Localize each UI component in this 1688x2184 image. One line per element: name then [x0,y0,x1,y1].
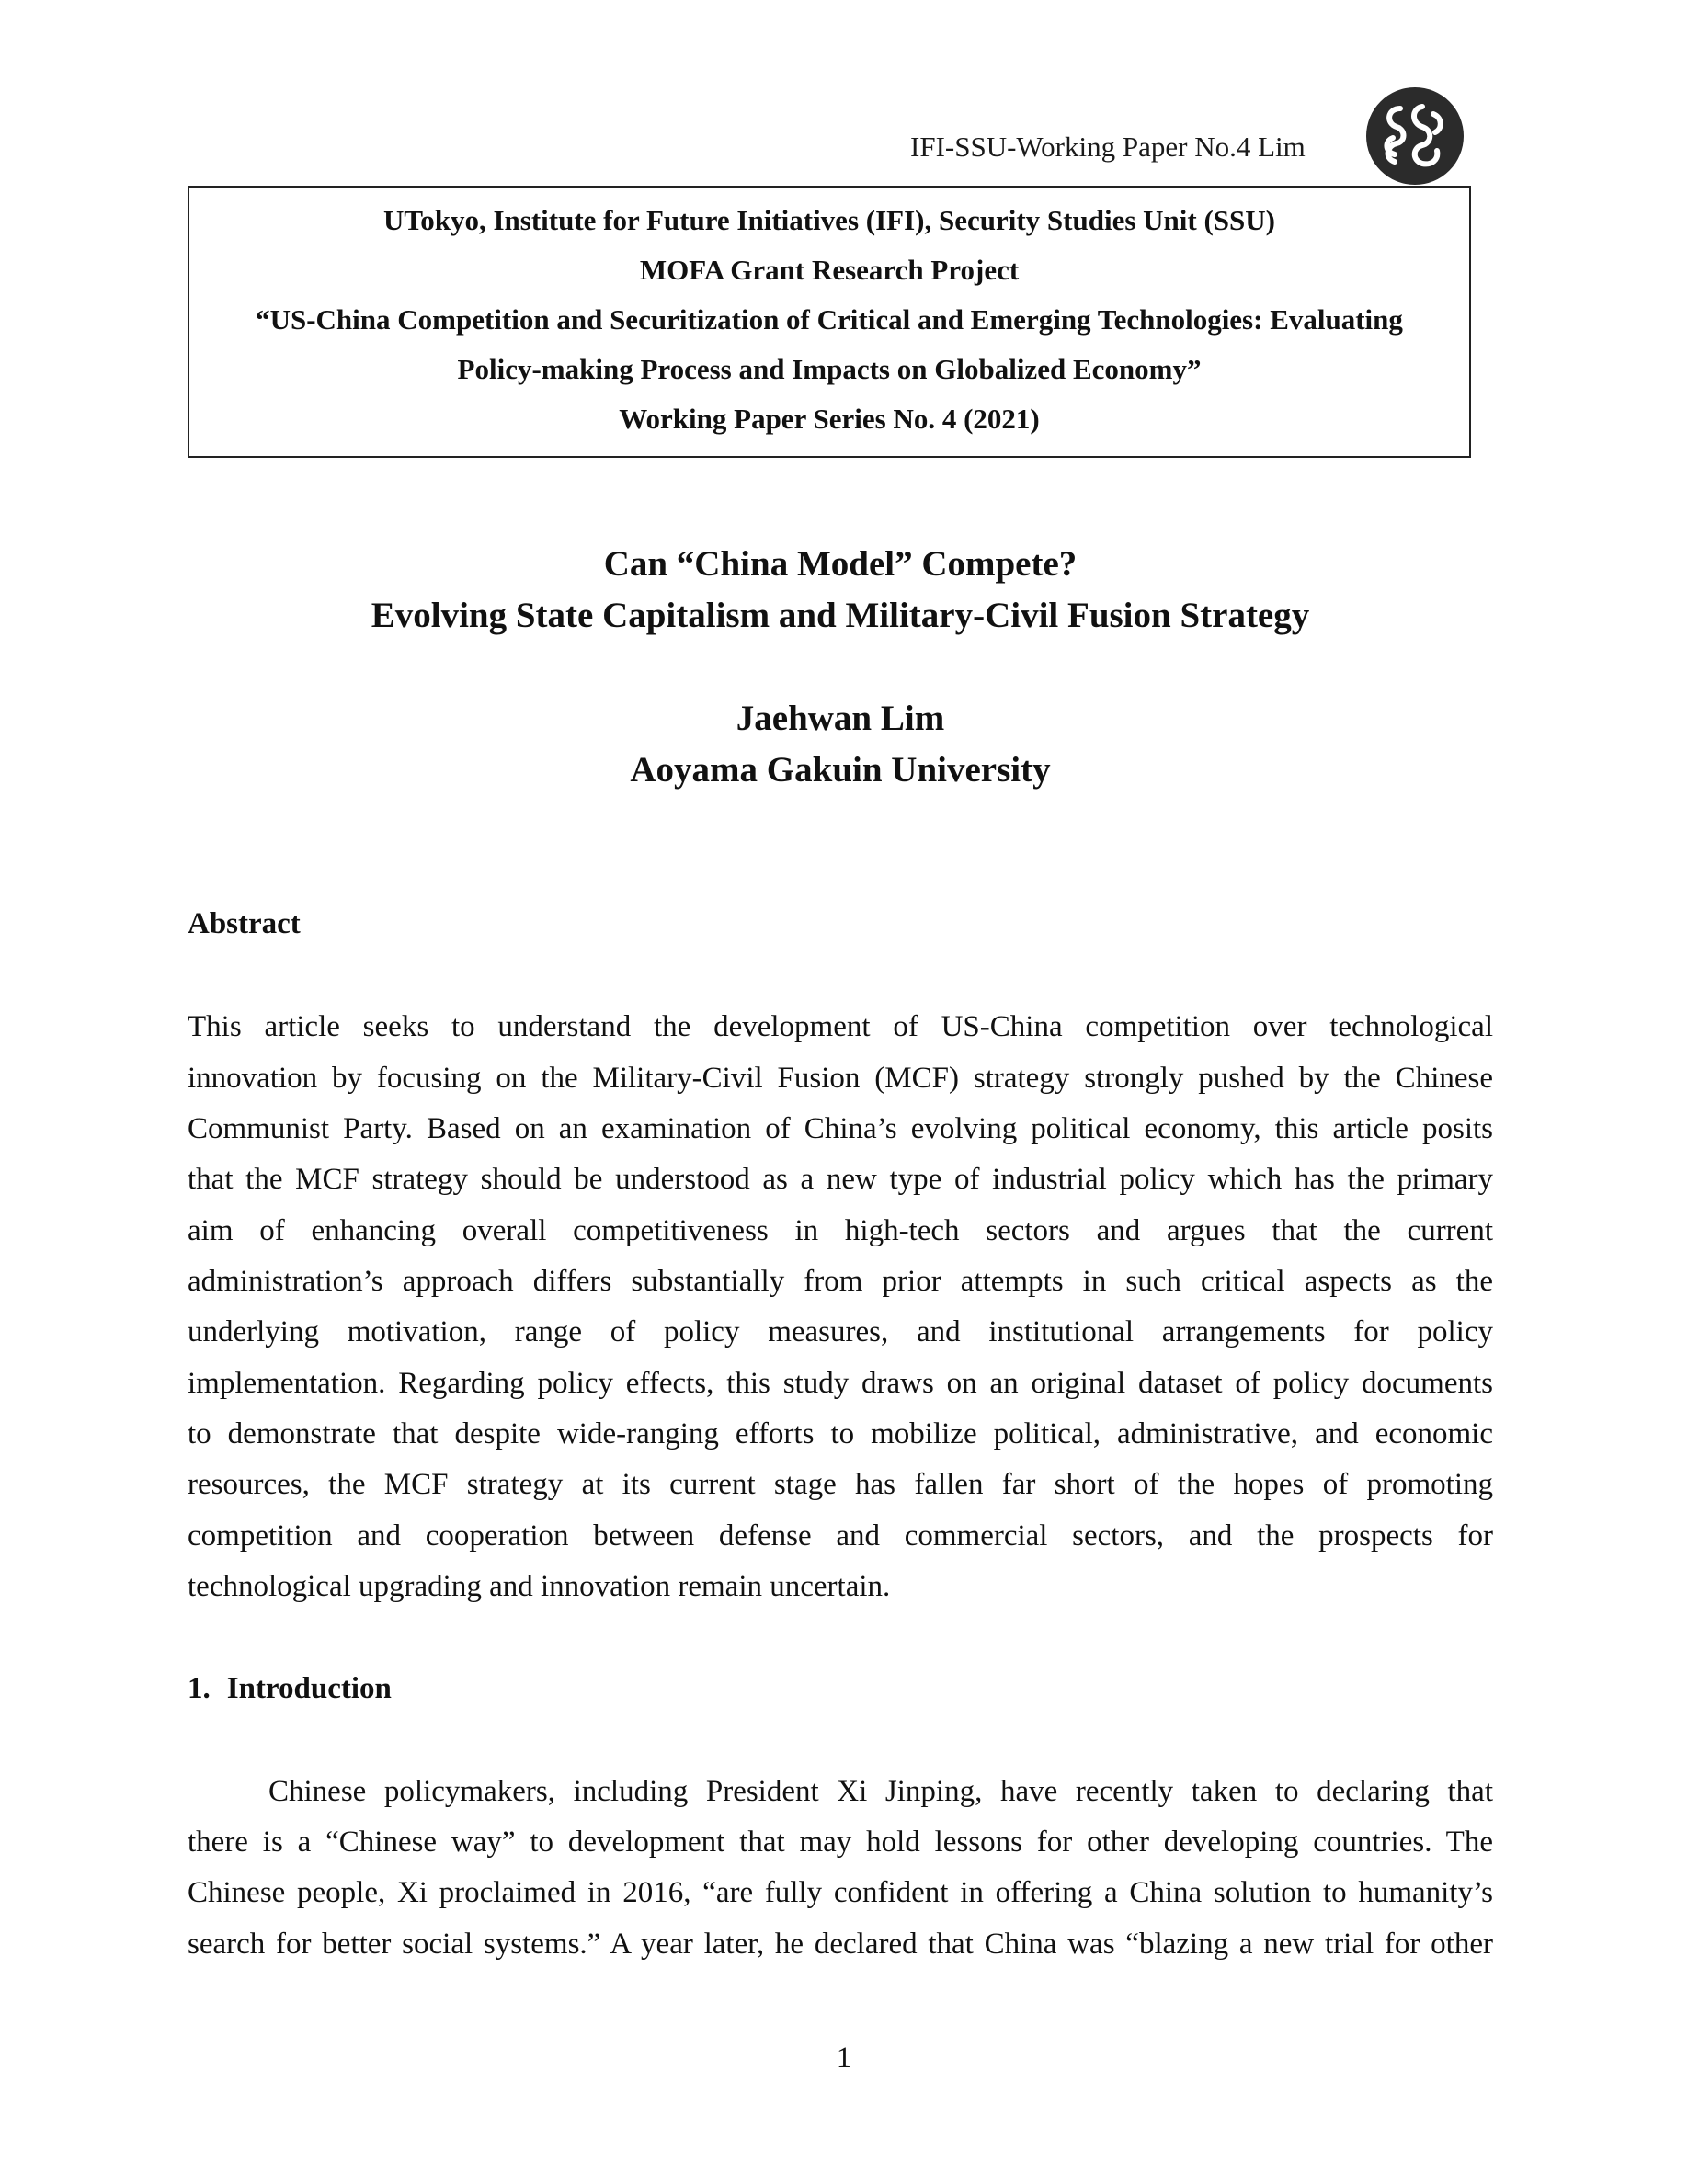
abstract-line: competition and cooperation between defense and commercial sectors, and the prospects for [188,1519,1493,1553]
author-name: Jaehwan Lim [736,699,945,738]
project-box-line-2: MOFA Grant Research Project [639,254,1020,286]
project-info-box [188,186,1471,458]
abstract-line: Communist Party. Based on an examination of China’s evolving political economy, this article posits [188,1112,1493,1145]
project-box-line-3: “US-China Competition and Securitization of Critical and Emerging Technologies: Evaluating [256,303,1403,336]
introduction-line: Chinese people, Xi proclaimed in 2016, “are fully confident in offering a China solution to humanity’s [188,1876,1493,1909]
project-box-line-1: UTokyo, Institute for Future Initiatives (IFI), Security Studies Unit (SSU) [383,204,1275,236]
abstract-heading: Abstract [188,907,301,940]
abstract-line: This article seeks to understand the development of US-China competition over technological [188,1010,1493,1043]
abstract-line: resources, the MCF strategy at its current stage has fallen far short of the hopes of promoting [188,1468,1493,1501]
paper-title-line-2: Evolving State Capitalism and Military-Civil Fusion Strategy [371,596,1310,635]
author-affiliation: Aoyama Gakuin University [630,750,1051,790]
introduction-line: Chinese policymakers, including President Xi Jinping, have recently taken to declaring that [268,1775,1493,1808]
ssu-logo-icon [1365,86,1465,186]
abstract-line: implementation. Regarding policy effects, this study draws on an original dataset of policy documents [188,1367,1493,1400]
introduction-line: there is a “Chinese way” to development that may hold lessons for other developing countries. The [188,1826,1493,1859]
abstract-line: innovation by focusing on the Military-Civil Fusion (MCF) strategy strongly pushed by the Chinese [188,1062,1493,1095]
project-box-line-5: Working Paper Series No. 4 (2021) [619,403,1040,435]
section-number: 1. [188,1672,211,1705]
abstract-line: aim of enhancing overall competitiveness in high-tech sectors and argues that the current [188,1214,1493,1247]
page-number: 1 [836,2042,852,2075]
abstract-line: to demonstrate that despite wide-ranging efforts to mobilize political, administrative, and economic [188,1417,1493,1450]
introduction-heading [188,1669,392,1708]
project-box-line-4: Policy-making Process and Impacts on Globalized Economy” [457,353,1202,385]
running-header: IFI-SSU-Working Paper No.4 Lim [910,131,1306,163]
abstract-line: that the MCF strategy should be understood as a new type of industrial policy which has the primary [188,1163,1493,1196]
introduction-line: search for better social systems.” A year later, he declared that China was “blazing a new trial for other [188,1928,1493,1961]
abstract-line: underlying motivation, range of policy measures, and institutional arrangements for policy [188,1315,1493,1348]
paper-title-line-1: Can “China Model” Compete? [603,544,1078,584]
abstract-line: technological upgrading and innovation remain uncertain. [188,1570,891,1603]
section-title: Introduction [226,1672,392,1705]
abstract-line: administration’s approach differs substantially from prior attempts in such critical aspects as the [188,1265,1493,1298]
